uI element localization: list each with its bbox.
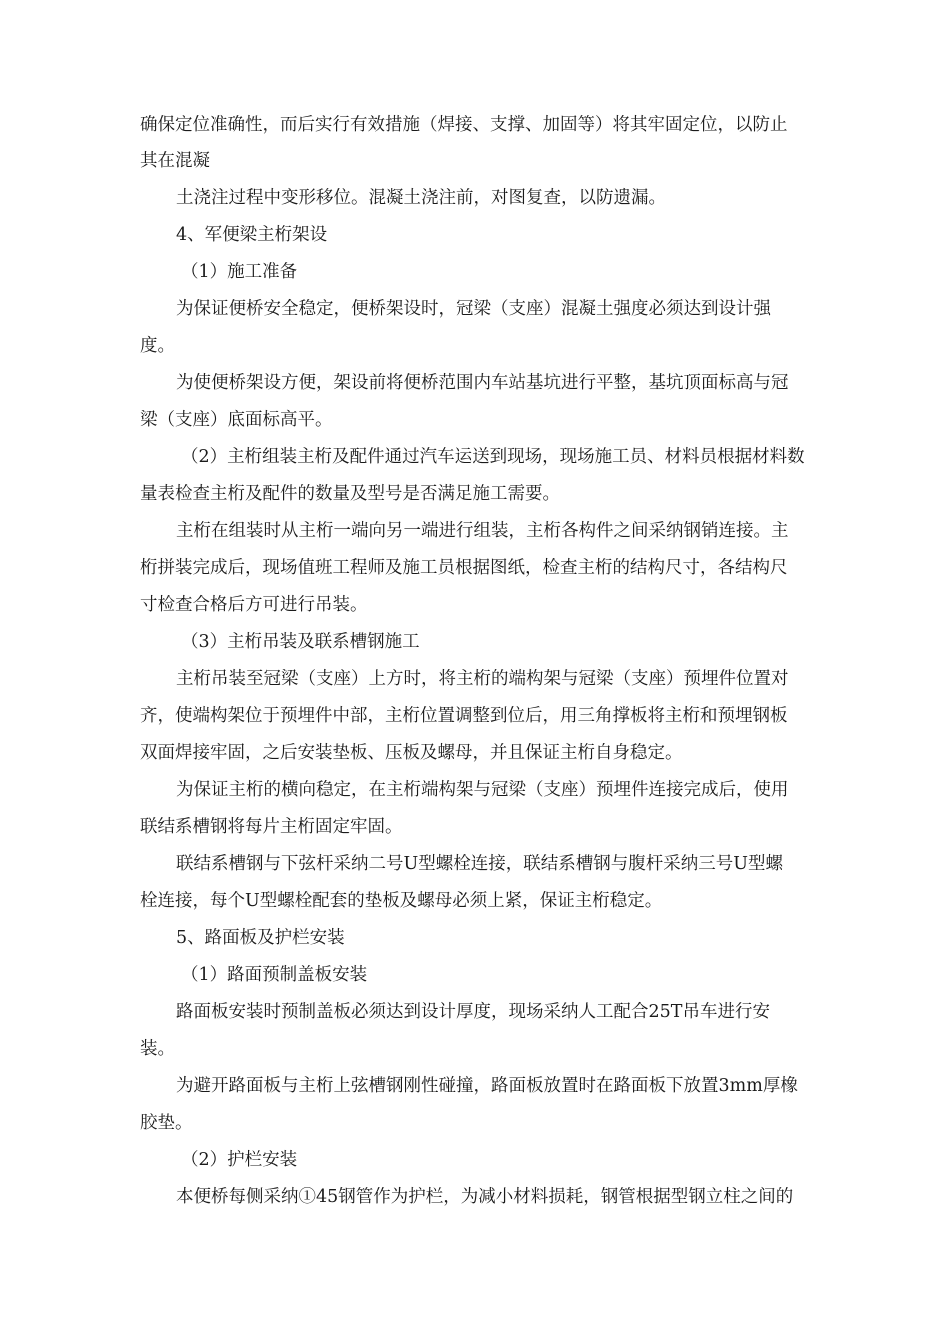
text-line: 齐，使端构架位于预埋件中部，主桁位置调整到位后，用三角撑板将主桁和预埋钢板 (140, 706, 788, 726)
text-line: 量表检查主桁及配件的数量及型号是否满足施工需要。 (140, 484, 560, 504)
text-line: 梁（支座）底面标高平。 (140, 410, 333, 430)
section-heading: 5、路面板及护栏安装 (176, 928, 345, 948)
text-line: 路面板安装时预制盖板必须达到设计厚度，现场采纳人工配合25T吊车进行安 (176, 1002, 770, 1022)
text-line: 主桁吊装至冠梁（支座）上方时，将主桁的端构架与冠梁（支座）预埋件位置对 (176, 669, 789, 689)
text-line: 为使便桥架设方便，架设前将便桥范围内车站基坑进行平整，基坑顶面标高与冠 (176, 373, 789, 393)
text-line: 为保证主桁的横向稳定，在主桁端构架与冠梁（支座）预埋件连接完成后，使用 (176, 780, 789, 800)
text-line: 联结系槽钢将每片主桁固定牢固。 (140, 817, 403, 837)
text-line: 确保定位准确性，而后实行有效措施（焊接、支撑、加固等）将其牢固定位，以防止 (140, 115, 788, 135)
text-line: 本便桥每侧采纳①45钢管作为护栏，为减小材料损耗，钢管根据型钢立柱之间的 (176, 1187, 794, 1207)
text-line: 为避开路面板与主桁上弦槽钢刚性碰撞，路面板放置时在路面板下放置3mm厚橡 (176, 1076, 798, 1096)
subsection-heading: （2）主桁组装主桁及配件通过汽车运送到现场，现场施工员、材料员根据材料数 (181, 447, 805, 467)
text-line: 为保证便桥安全稳定，便桥架设时，冠梁（支座）混凝土强度必须达到设计强 (176, 299, 771, 319)
text-line: 主桁在组装时从主桁一端向另一端进行组装，主桁各构件之间采纳钢销连接。主 (176, 521, 789, 541)
subsection-heading: （3）主桁吊装及联系槽钢施工 (181, 632, 420, 652)
text-line: 胶垫。 (140, 1113, 193, 1133)
text-line: 桁拼装完成后，现场值班工程师及施工员根据图纸，检查主桁的结构尺寸，各结构尺 (140, 558, 788, 578)
text-line: 联结系槽钢与下弦杆采纳二号U型螺栓连接，联结系槽钢与腹杆采纳三号U型螺 (176, 854, 783, 874)
subsection-heading: （2）护栏安装 (181, 1150, 298, 1170)
text-line: 双面焊接牢固，之后安装垫板、压板及螺母，并且保证主桁自身稳定。 (140, 743, 683, 763)
text-line: 土浇注过程中变形移位。混凝土浇注前，对图复查，以防遗漏。 (176, 188, 666, 208)
subsection-heading: （1）路面预制盖板安装 (181, 965, 368, 985)
text-line: 装。 (140, 1039, 175, 1059)
text-line: 栓连接，每个U型螺栓配套的垫板及螺母必须上紧，保证主桁稳定。 (140, 891, 663, 911)
text-line: 其在混凝 (140, 151, 210, 171)
subsection-heading: （1）施工准备 (181, 262, 298, 282)
text-line: 度。 (140, 336, 175, 356)
section-heading: 4、军便梁主桁架设 (176, 225, 328, 245)
text-line: 寸检查合格后方可进行吊装。 (140, 595, 368, 615)
